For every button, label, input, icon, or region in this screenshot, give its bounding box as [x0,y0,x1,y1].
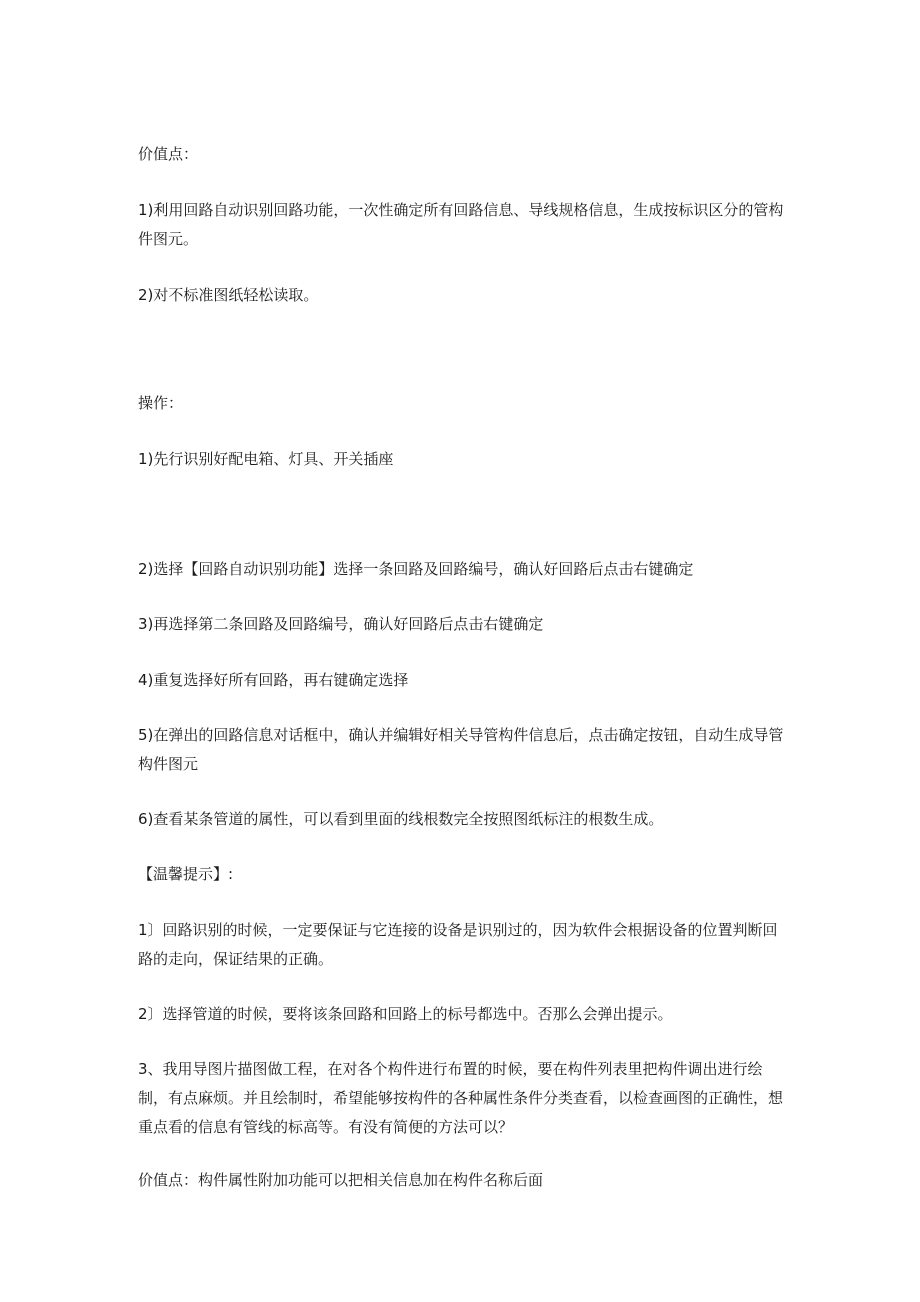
value-point-attribute: 价值点：构件属性附加功能可以把相关信息加在构件名称后面 [138,1171,544,1189]
operation-step-1: 1)先行识别好配电箱、灯具、开关插座 [138,450,394,468]
operation-step-6: 6)查看某条管道的属性，可以看到里面的线根数完全按照图纸标注的根数生成。 [138,810,664,828]
value-points-heading: 价值点： [138,145,199,163]
tip-2: 2〕选择管道的时候，要将该条回路和回路上的标号都选中。否那么会弹出提示。 [138,1005,673,1023]
value-point-2: 2)对不标准图纸轻松读取。 [138,286,319,304]
operation-step-3: 3)再选择第二条回路及回路编号，确认好回路后点击右键确定 [138,615,544,633]
operation-step-2: 2)选择【回路自动识别功能】选择一条回路及回路编号，确认好回路后点击右键确定 [138,560,694,578]
operation-step-4: 4)重复选择好所有回路，再右键确定选择 [138,671,409,689]
operation-step-5: 5)在弹出的回路信息对话框中，确认并编辑好相关导管构件信息后，点击确定按钮，自动生成导管构件图元 [138,726,784,773]
question-3: 3、我用导图片描图做工程，在对各个构件进行布置的时候，要在构件列表里把构件调出进行绘制，有点麻烦。并且绘制时，希望能够按构件的各种属性条件分类查看，以检查画图的正确性，想重点看的信息有管线的标高等。有没有简便的方法可以？ [138,1060,784,1136]
tip-1: 1〕回路识别的时候，一定要保证与它连接的设备是识别过的，因为软件会根据设备的位置判断回路的走向，保证结果的正确。 [138,921,778,968]
value-point-1: 1)利用回路自动识别回路功能，一次性确定所有回路信息、导线规格信息，生成按标识区分的管构件图元。 [138,201,784,248]
tips-heading: 【温馨提示】: [138,865,234,883]
operation-heading: 操作： [138,394,184,412]
